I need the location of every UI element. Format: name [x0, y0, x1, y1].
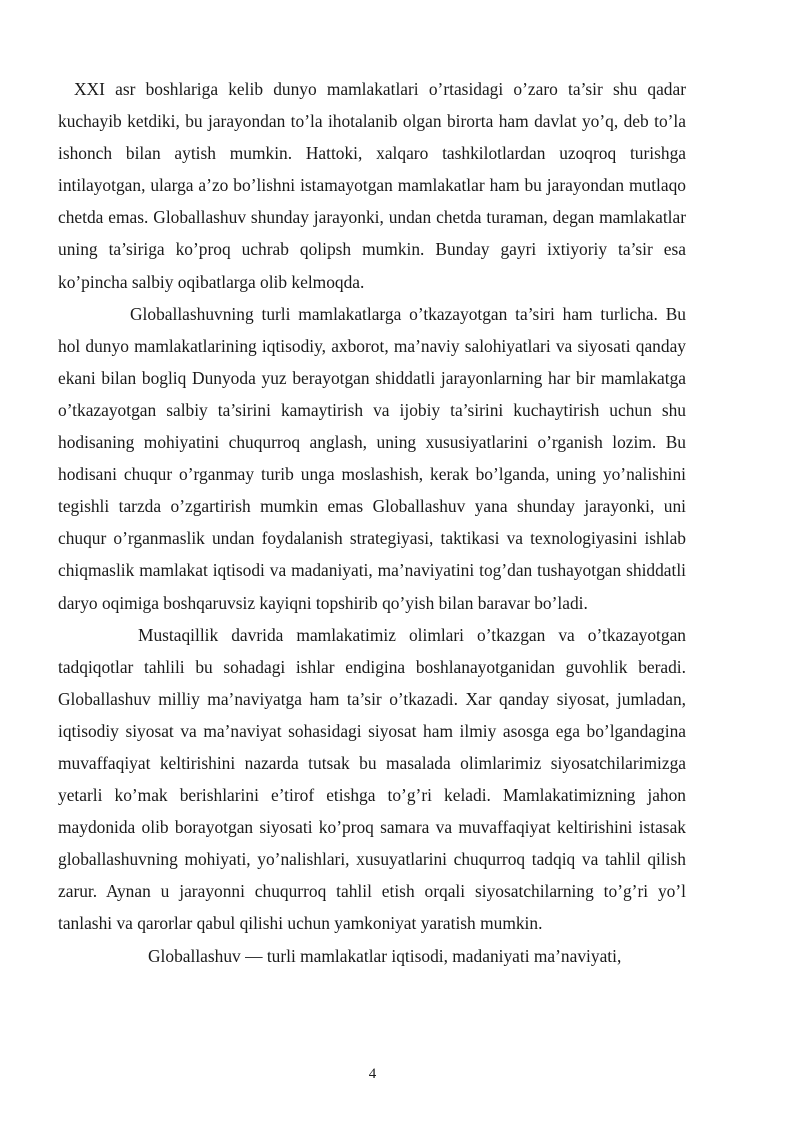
- paragraph-2: Globallashuvning turli mamlakatlarga o’tkazayotgan ta’siri ham turlicha. Bu hol dunyo mamlakatlarining iqtisodiy, axborot, ma’naviy salohiyatlari va siyosati qanday ekani bilan bogliq Dunyoda yuz berayotgan shiddatli jarayonlarning har bir mamlakatga o’tkazayotgan salbiy ta’sirini kamaytirish va ijobiy ta’sirini kuchaytirish uchun shu hodisaning mohiyatini chuqurroq anglash, uning xususiyatlarini o’rganish lozim. Bu hodisani chuqur o’rganmay turib unga moslashish, kerak bo’lganda, uning yo’nalishini tegishli tarzda o’zgartirish mumkin emas Globallashuv yana shunday jarayonki, uni chuqur o’rganmaslik undan foydalanish strategiyasi, taktikasi va texnologiyasini ishlab chiqmaslik mamlakat iqtisodi va madaniyati, ma’naviyatini tog’dan tushayotgan shiddatli daryo oqimiga boshqaruvsiz kayiqni topshirib qo’yish bilan baravar bo’ladi.: [58, 303, 686, 613]
- paragraph-3: Mustaqillik davrida mamlakatimiz olimlari o’tkazgan va o’tkazayotgan tadqiqotlar tahlili bu sohadagi ishlar endigina boshlanayotganidan guvohlik beradi. Globallashuv milliy ma’naviyatga ham ta’sir o’tkazadi. Xar qanday siyosat, jumladan, iqtisodiy siyosat va ma’naviyat sohasidagi siyosat ham ilmiy asosga ega bo’lgandagina muvaffaqiyat keltirishini nazarda tutsak bu masalada olimlarimiz siyosatchilarimizga yetarli ko’mak berishlarini e’tirof etishga to’g’ri keladi. Mamlakatimizning jahon maydonida olib borayotgan siyosati ko’proq samara va muvaffaqiyat keltirishini istasak globallashuvning mohiyati, yo’nalishlari, xusuyatlarini chuqurroq tadqiq va tahlil qilish zarur. Aynan u jarayonni chuqurroq tahlil etish orqali siyosatchilarning to’g’ri yo’l tanlashi va qarorlar qabul qilishi uchun yamkoniyat yaratish mumkin.: [58, 624, 686, 934]
- body-text: [58, 73, 686, 972]
- page-number: 4: [368, 1066, 377, 1082]
- paragraph-1: XXI asr boshlariga kelib dunyo mamlakatlari o’rtasidagi o’zaro ta’sir shu qadar kuchayib ketdiki, bu jarayondan to’la ihotalanib olgan birorta ham davlat yo’q, deb to’la ishonch bilan aytish mumkin. Hattoki, xalqaro tashkilotlardan uzoqroq turishga intilayotgan, ularga a’zo bo’lishni istamayotgan mamlakatlar ham bu jarayondan mutlaqo chetda emas. Globallashuv shunday jarayonki, undan chetda turaman, degan mamlakatlar uning ta’siriga ko’proq uchrab qolipsh mumkin. Bunday gayri ixtiyoriy ta’sir esa ko’pincha salbiy oqibatlarga olib kelmoqda.: [58, 79, 686, 292]
- paragraph-4: Globallashuv — turli mamlakatlar iqtisodi, madaniyati ma’naviyati,: [148, 945, 622, 966]
